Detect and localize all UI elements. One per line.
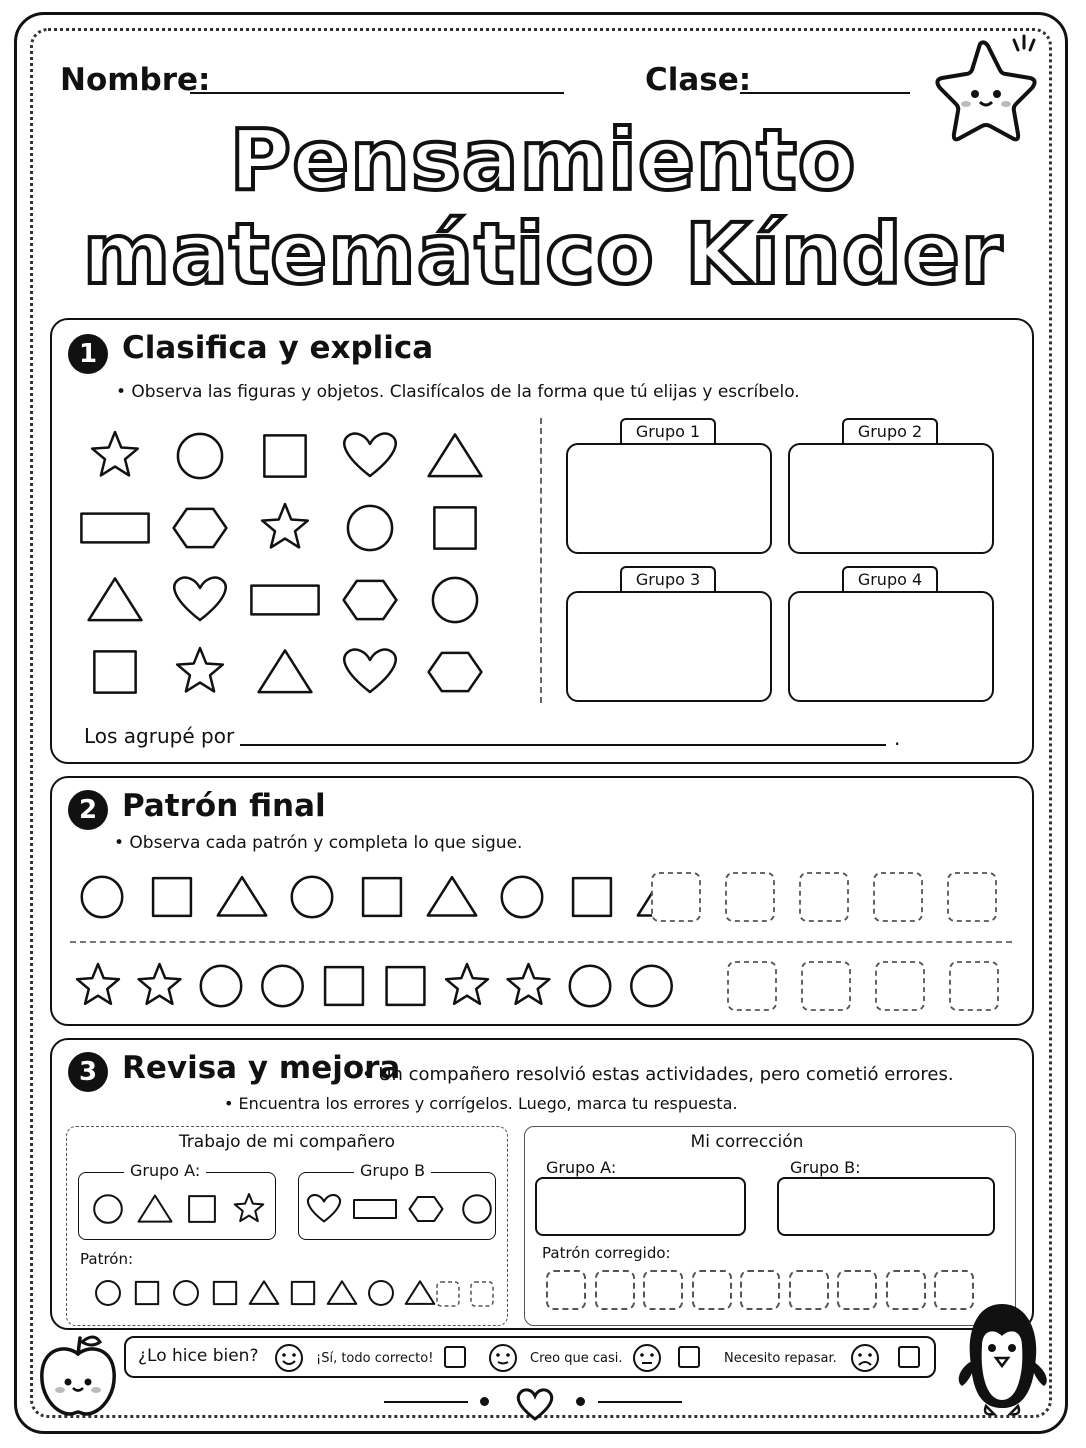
group-4-box[interactable] [788,591,994,702]
star-shape [446,964,488,1004]
circle-shape [463,1195,491,1223]
triangle-shape [139,1196,172,1222]
apple-icon [36,1330,120,1420]
square-shape [264,435,305,476]
option-almost-checkbox[interactable] [678,1346,700,1368]
group-3-tab: Grupo 3 [620,566,716,592]
square-shape [189,1196,215,1222]
star-shape [235,1194,264,1221]
group-3-box[interactable] [566,591,772,702]
rectangle-shape [354,1200,396,1218]
partner-group-b-label: Grupo B [354,1161,431,1180]
group-2-tab: Grupo 2 [842,418,938,444]
option-correct-label: ¡Sí, todo correcto! [316,1351,434,1366]
partner-group-a-label: Grupo A: [124,1161,206,1180]
section-1-instruction: • Observa las figuras y objetos. Clasifícalos de la forma que tú elijas y escríbelo. [116,382,800,402]
partner-pattern-blank [437,1282,459,1306]
circle-shape [174,1281,198,1305]
square-shape [292,1282,314,1304]
circle-shape [262,966,302,1006]
corrected-pattern-blank[interactable] [740,1270,780,1310]
class-label: Clase: [645,62,752,98]
section-1-title: Clasifica y explica [122,330,434,366]
name-line[interactable] [190,92,564,94]
neutral-face-icon [632,1343,662,1373]
circle-shape [631,966,671,1006]
section-3-title: Revisa y mejora [122,1050,401,1086]
corrected-pattern-blank[interactable] [837,1270,877,1310]
content-face-icon [488,1343,518,1373]
triangle-shape [428,877,476,915]
group-2-box[interactable] [788,443,994,554]
star-shape [92,432,138,475]
footer-dot-left [480,1397,489,1406]
hexagon-shape [174,509,227,547]
answer-blank[interactable] [728,962,776,1010]
corrected-pattern-blank[interactable] [886,1270,926,1310]
period: . [894,726,901,750]
answer-blank[interactable] [874,873,922,921]
correction-title: Mi corrección [690,1132,804,1152]
footer-line-left [384,1401,468,1403]
heart-shape [308,1195,340,1222]
option-review-label: Necesito repasar. [724,1351,837,1366]
hexagon-shape [410,1197,443,1221]
title-line-1: Pensamiento [229,111,857,209]
heart-shape [174,578,225,620]
pattern-label: Patrón: [80,1250,134,1268]
rectangle-shape [251,586,318,615]
section-1-number: 1 [68,334,108,374]
group-1-tab: Grupo 1 [620,418,716,444]
square-shape [136,1282,158,1304]
star-shape [139,964,181,1004]
corrected-pattern-blank[interactable] [643,1270,683,1310]
happy-face-icon [274,1343,304,1373]
corrected-pattern-blank[interactable] [546,1270,586,1310]
corrected-pattern-label: Patrón corregido: [542,1244,671,1262]
correction-group-b-label: Grupo B: [790,1158,861,1177]
circle-shape [433,578,477,622]
partner-work-title: Trabajo de mi compañero [178,1132,396,1152]
footer-dot-right [576,1397,585,1406]
class-line[interactable] [740,92,910,94]
rectangle-shape [81,514,148,543]
grouped-by-line[interactable] [240,744,886,746]
triangle-shape [250,1281,279,1304]
grouped-by-label: Los agrupé por [84,724,235,748]
triangle-shape [89,578,142,620]
heart-icon [514,1386,556,1422]
circle-shape [201,966,241,1006]
square-shape [214,1282,236,1304]
corrected-pattern-blank[interactable] [692,1270,732,1310]
title-line-2: matemático Kínder [82,205,1004,303]
section-3-instruction-2: • Encuentra los errores y corrígelos. Luego, marca tu respuesta. [224,1094,738,1113]
circle-shape [94,1195,122,1223]
corrected-pattern-blank[interactable] [789,1270,829,1310]
section-1-shapes [70,420,540,710]
heart-shape [344,650,395,692]
group-1-box[interactable] [566,443,772,554]
hexagon-shape [344,581,397,619]
correction-group-b-box[interactable] [777,1177,995,1236]
circle-shape [570,966,610,1006]
correction-group-a-label: Grupo A: [546,1158,617,1177]
answer-blank[interactable] [948,873,996,921]
section-3-instruction-1: • Un compañero resolvió estas actividades, pero cometió errores. [362,1064,954,1085]
answer-blank[interactable] [800,873,848,921]
partner-pattern-blank [471,1282,493,1306]
circle-shape [178,434,222,478]
circle-shape [96,1281,120,1305]
option-review-checkbox[interactable] [898,1346,920,1368]
sad-face-icon [850,1343,880,1373]
star-shape [77,964,119,1004]
star-shape [177,648,223,691]
square-shape [94,651,135,692]
name-label: Nombre: [60,62,211,98]
section-2-divider [70,941,1012,943]
star-shape [262,504,308,547]
footer-line-right [598,1401,682,1403]
triangle-shape [259,650,312,692]
penguin-icon [952,1296,1056,1420]
triangle-shape [406,1281,435,1304]
self-check-question: ¿Lo hice bien? [138,1346,259,1366]
partner-pattern [90,1274,510,1314]
circle-shape [82,877,122,917]
square-shape [153,878,191,916]
answer-blank[interactable] [652,873,700,921]
partner-group-shapes [78,1172,498,1242]
triangle-shape [328,1281,357,1304]
square-shape [387,967,425,1005]
corrected-pattern-blank[interactable] [595,1270,635,1310]
section-3-number: 3 [68,1052,108,1092]
answer-blank[interactable] [876,962,924,1010]
square-shape [363,878,401,916]
answer-blank[interactable] [802,962,850,1010]
option-correct-checkbox[interactable] [444,1346,466,1368]
triangle-shape [429,434,482,476]
section-2-instruction: • Observa cada patrón y completa lo que sigue. [114,833,523,853]
hexagon-shape [429,653,482,691]
circle-shape [348,506,392,550]
circle-shape [369,1281,393,1305]
square-shape [573,878,611,916]
star-shape [508,964,550,1004]
section-1-divider [540,418,542,703]
circle-shape [292,877,332,917]
answer-blank[interactable] [726,873,774,921]
correction-group-a-box[interactable] [535,1177,746,1236]
heart-shape [344,434,395,476]
section-2-number: 2 [68,790,108,830]
section-2-title: Patrón final [122,788,326,824]
square-shape [434,507,475,548]
square-shape [325,967,363,1005]
triangle-shape [218,877,266,915]
answer-blank[interactable] [950,962,998,1010]
circle-shape [502,877,542,917]
option-almost-label: Creo que casi. [530,1351,623,1366]
corrected-pattern-blanks [546,1270,986,1312]
group-4-tab: Grupo 4 [842,566,938,592]
